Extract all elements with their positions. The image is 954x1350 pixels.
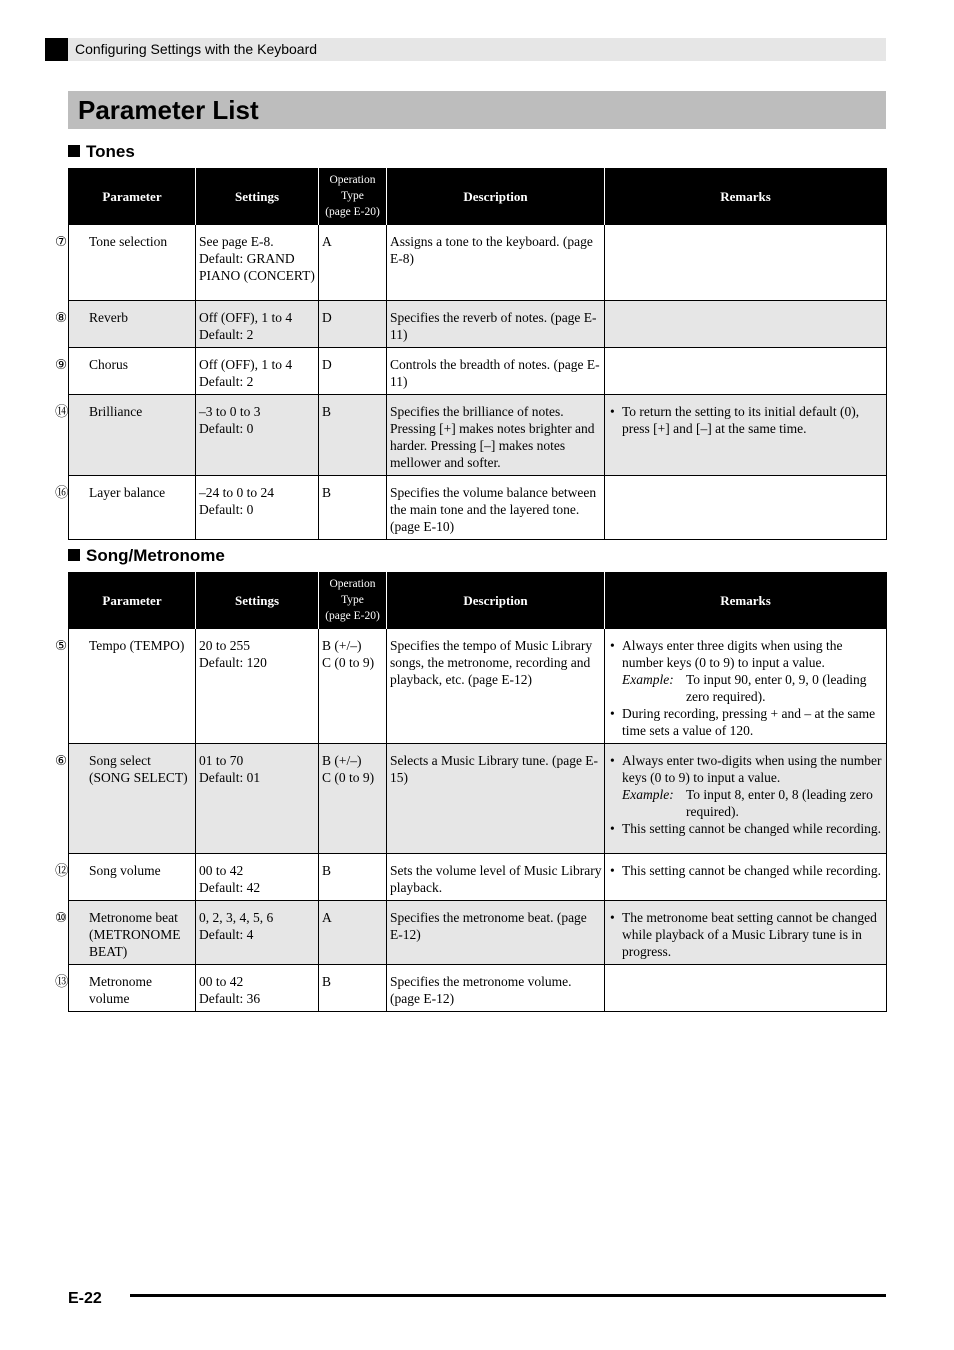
table-row	[69, 348, 887, 395]
remarks-cell	[605, 744, 887, 854]
settings-cell: 0, 2, 3, 4, 5, 6 Default: 4	[196, 901, 319, 965]
col-settings: Settings	[196, 168, 319, 225]
remarks-cell	[605, 476, 887, 540]
remark-item: • This setting cannot be changed while recording.	[608, 820, 884, 837]
remark-example: Example: To input 8, enter 0, 8 (leading zero required).	[622, 787, 873, 819]
remarks-cell	[605, 225, 887, 301]
table-row	[69, 901, 887, 965]
table-row	[69, 476, 887, 540]
desc-cell: Selects a Music Library tune. (page E-15)	[387, 744, 605, 854]
remarks-cell	[605, 395, 887, 476]
remarks-cell	[605, 629, 887, 744]
desc-cell: Specifies the volume balance between the main tone and the layered tone. (page E-10)	[387, 476, 605, 540]
param-cell: ⑦ Tone selection	[69, 225, 196, 301]
remark-item: • Always enter two-digits when using the number keys (0 to 9) to input a value. Example: To input 8, enter 0, 8 (leading zero required).	[608, 752, 884, 820]
col-operation-type: Operation Type (page E-20)	[319, 572, 387, 629]
tones-table	[55, 168, 887, 540]
op-cell: B (+/–) C (0 to 9)	[319, 744, 387, 854]
remark-example: Example: To input 90, enter 0, 9, 0 (leading zero required).	[622, 672, 867, 704]
op-cell: D	[319, 301, 387, 348]
remarks-cell	[605, 301, 887, 348]
remarks-cell	[605, 854, 887, 901]
desc-cell: Assigns a tone to the keyboard. (page E-8)	[387, 225, 605, 301]
desc-cell: Sets the volume level of Music Library playback.	[387, 854, 605, 901]
col-description: Description	[387, 572, 605, 629]
table-header-row	[69, 168, 887, 225]
col-parameter: Parameter	[69, 168, 196, 225]
op-cell: B (+/–) C (0 to 9)	[319, 629, 387, 744]
col-operation-type: Operation Type (page E-20)	[319, 168, 387, 225]
remarks-cell	[605, 901, 887, 965]
param-cell: ⑩ Metronome beat (METRONOME BEAT)	[69, 901, 196, 965]
desc-cell: Specifies the metronome beat. (page E-12)	[387, 901, 605, 965]
param-cell: ⑥ Song select (SONG SELECT)	[69, 744, 196, 854]
table-row	[69, 744, 887, 854]
settings-cell: Off (OFF), 1 to 4 Default: 2	[196, 348, 319, 395]
op-cell: D	[319, 348, 387, 395]
settings-cell: See page E-8. Default: GRAND PIANO (CONCERT)	[196, 225, 319, 301]
settings-cell: 00 to 42 Default: 42	[196, 854, 319, 901]
remark-item: • To return the setting to its initial default (0), press [+] and [–] at the same time.	[608, 403, 884, 437]
square-bullet-icon	[68, 549, 80, 561]
table-header-row	[69, 572, 887, 629]
col-remarks: Remarks	[605, 168, 887, 225]
footer-rule	[130, 1294, 886, 1297]
running-header	[45, 38, 886, 61]
settings-cell: 00 to 42 Default: 36	[196, 965, 319, 1012]
song-heading-text: Song/Metronome	[86, 546, 225, 565]
title-bar	[68, 91, 886, 129]
table-row	[69, 395, 887, 476]
settings-cell: 01 to 70 Default: 01	[196, 744, 319, 854]
col-remarks: Remarks	[605, 572, 887, 629]
param-cell: ⑯ Layer balance	[69, 476, 196, 540]
op-cell: A	[319, 225, 387, 301]
op-cell: B	[319, 965, 387, 1012]
op-cell: B	[319, 476, 387, 540]
desc-cell: Specifies the tempo of Music Library songs, the metronome, recording and playback, etc. (page E-12)	[387, 629, 605, 744]
desc-cell: Controls the breadth of notes. (page E-11)	[387, 348, 605, 395]
header-block-icon	[45, 38, 68, 61]
settings-cell: Off (OFF), 1 to 4 Default: 2	[196, 301, 319, 348]
table-row	[69, 854, 887, 901]
settings-cell: –3 to 0 to 3 Default: 0	[196, 395, 319, 476]
settings-cell: 20 to 255 Default: 120	[196, 629, 319, 744]
param-cell: ⑫ Song volume	[69, 854, 196, 901]
table-row	[69, 629, 887, 744]
col-settings: Settings	[196, 572, 319, 629]
param-cell: ⑧ Reverb	[69, 301, 196, 348]
remark-item: • The metronome beat setting cannot be changed while playback of a Music Library tune is in progress.	[608, 909, 884, 960]
desc-cell: Specifies the metronome volume. (page E-12)	[387, 965, 605, 1012]
remarks-cell	[605, 965, 887, 1012]
square-bullet-icon	[68, 145, 80, 157]
running-header-label: Configuring Settings with the Keyboard	[75, 41, 318, 57]
tones-heading	[68, 142, 135, 162]
song-metronome-heading	[68, 546, 225, 566]
table-row	[69, 301, 887, 348]
op-cell: B	[319, 854, 387, 901]
remark-item: • Always enter three digits when using the number keys (0 to 9) to input a value. Example: To input 90, enter 0, 9, 0 (leading zero required).	[608, 637, 884, 705]
desc-cell: Specifies the reverb of notes. (page E-11)	[387, 301, 605, 348]
song-metronome-table	[55, 572, 887, 1012]
remark-item: • During recording, pressing + and – at the same time sets a value of 120.	[608, 705, 884, 739]
settings-cell: –24 to 0 to 24 Default: 0	[196, 476, 319, 540]
remarks-cell	[605, 348, 887, 395]
op-cell: B	[319, 395, 387, 476]
param-cell: ⑬ Metronome volume	[69, 965, 196, 1012]
col-description: Description	[387, 168, 605, 225]
table-row	[69, 965, 887, 1012]
param-cell: ⑨ Chorus	[69, 348, 196, 395]
op-cell: A	[319, 901, 387, 965]
tones-heading-text: Tones	[86, 142, 135, 161]
param-cell: ⑤ Tempo (TEMPO)	[69, 629, 196, 744]
remark-item: • This setting cannot be changed while recording.	[608, 862, 884, 879]
col-parameter: Parameter	[69, 572, 196, 629]
param-cell: ⑭ Brilliance	[69, 395, 196, 476]
desc-cell: Specifies the brilliance of notes. Pressing [+] makes notes brighter and harder. Pressing [–] makes notes mellower and softer.	[387, 395, 605, 476]
page-title: Parameter List	[78, 95, 259, 125]
table-row	[69, 225, 887, 301]
page-number: E-22	[68, 1290, 102, 1307]
